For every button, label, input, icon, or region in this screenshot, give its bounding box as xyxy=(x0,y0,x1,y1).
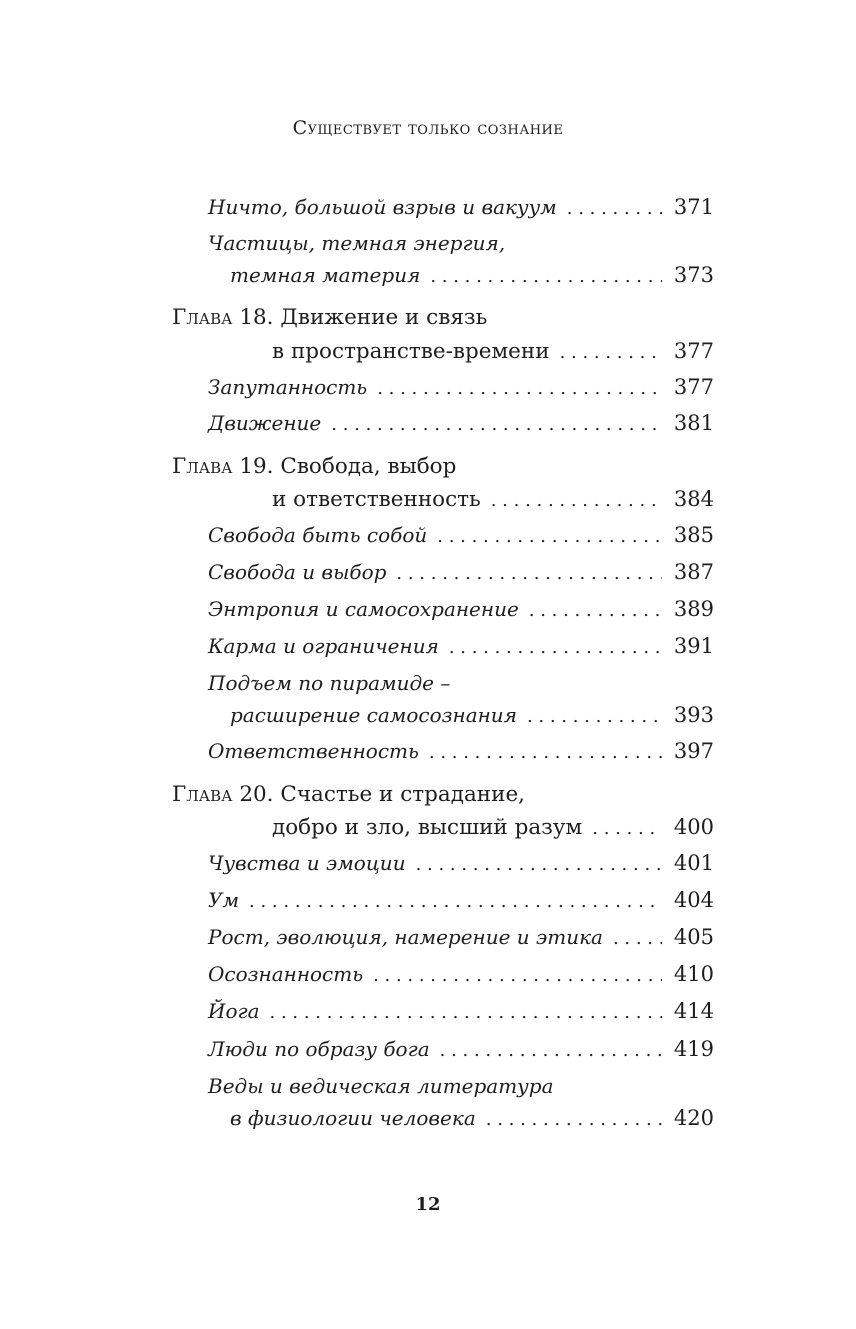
chapter-label: Глава 18. xyxy=(172,305,274,330)
leader-dots xyxy=(270,998,662,1028)
leader-dots xyxy=(491,486,662,516)
toc-page-number: 414 xyxy=(673,999,714,1023)
toc-entry[interactable] xyxy=(208,885,714,917)
toc-page-number: 371 xyxy=(673,195,714,219)
leader-dots xyxy=(486,1105,662,1135)
toc-entry[interactable] xyxy=(208,922,714,954)
leader-dots xyxy=(377,374,662,404)
leader-dots xyxy=(613,924,662,954)
chapter-title: Свобода, выбор xyxy=(280,454,457,479)
leader-dots xyxy=(440,1036,662,1066)
toc-page-number: 400 xyxy=(673,815,714,839)
leader-dots xyxy=(429,738,662,768)
chapter-title-line2: добро и зло, высший разум xyxy=(272,815,583,840)
toc-entry-title: Энтропия и самосохранение xyxy=(208,597,519,621)
toc-entry-title: Частицы, темная энергия, xyxy=(208,231,506,255)
leader-dots xyxy=(592,814,662,844)
leader-dots xyxy=(331,410,662,440)
toc-entry[interactable] xyxy=(208,959,714,991)
chapter-title-line2: и ответственность xyxy=(272,487,481,512)
toc-entry-title-line2: в физиологии человека xyxy=(230,1106,476,1130)
toc-entry-title-line1 xyxy=(208,228,505,258)
toc-page-number: 385 xyxy=(673,523,714,547)
toc-page-number: 404 xyxy=(673,888,714,912)
toc-page-number: 401 xyxy=(673,851,714,875)
chapter-heading xyxy=(172,303,487,333)
leader-dots xyxy=(396,559,662,589)
leader-dots xyxy=(560,338,662,368)
leader-dots xyxy=(437,522,662,552)
toc-entry-title: Веды и ведическая литература xyxy=(208,1074,554,1098)
toc-entry-title-line1 xyxy=(208,668,450,698)
toc-entry-title: Йога xyxy=(208,999,260,1023)
toc-entry[interactable] xyxy=(230,260,714,292)
toc-page-number: 393 xyxy=(673,703,714,727)
toc-entry-title: Рост, эволюция, намерение и этика xyxy=(208,925,603,949)
chapter-label: Глава 20. xyxy=(172,782,274,807)
leader-dots xyxy=(567,194,662,224)
toc-entry[interactable] xyxy=(230,1103,714,1135)
toc-entry[interactable] xyxy=(208,520,714,552)
toc-entry[interactable] xyxy=(208,1034,714,1066)
toc-page-number: 410 xyxy=(673,962,714,986)
toc-page-number: 381 xyxy=(673,411,714,435)
toc-entry[interactable] xyxy=(208,848,714,880)
chapter-title: Счастье и страдание, xyxy=(280,782,526,807)
toc-page-number: 389 xyxy=(673,597,714,621)
toc-entry[interactable] xyxy=(208,736,714,768)
toc-entry-title: Свобода и выбор xyxy=(208,560,387,584)
toc-entry[interactable] xyxy=(230,700,714,732)
toc-entry-title: Свобода быть собой xyxy=(208,523,428,547)
toc-entry-title: Движение xyxy=(208,411,322,435)
leader-dots xyxy=(449,633,662,663)
toc-page-number: 397 xyxy=(673,739,714,763)
toc-page-number: 419 xyxy=(673,1037,714,1061)
toc-entry[interactable] xyxy=(208,192,714,224)
toc-entry-title: Осознанность xyxy=(208,962,364,986)
leader-dots xyxy=(430,262,662,292)
toc-entry[interactable] xyxy=(208,631,714,663)
chapter-title-line2: в пространстве-времени xyxy=(272,339,550,364)
toc-entry[interactable] xyxy=(208,557,714,589)
chapter-title: Движение и связь xyxy=(280,305,488,330)
toc-page-number: 405 xyxy=(673,925,714,949)
toc-page-number: 391 xyxy=(673,634,714,658)
toc-entry[interactable] xyxy=(208,996,714,1028)
toc-page-number: 377 xyxy=(673,339,714,363)
toc-entry-title: Чувства и эмоции xyxy=(208,851,406,875)
toc-entry-title-line2: расширение самосознания xyxy=(230,703,517,727)
leader-dots xyxy=(373,961,662,991)
toc-entry-title: Запутанность xyxy=(208,375,368,399)
leader-dots xyxy=(529,596,662,626)
toc-entry-title: Ничто, большой взрыв и вакуум xyxy=(208,195,557,219)
leader-dots xyxy=(249,887,662,917)
toc-page-number: 373 xyxy=(673,263,714,287)
chapter-heading xyxy=(172,780,525,810)
chapter-heading xyxy=(172,452,456,482)
toc-entry[interactable] xyxy=(272,484,714,516)
toc-entry-title: Ум xyxy=(208,888,240,912)
toc-entry[interactable] xyxy=(208,372,714,404)
toc-entry[interactable] xyxy=(208,594,714,626)
leader-dots xyxy=(527,702,662,732)
toc-entry[interactable] xyxy=(272,336,714,368)
running-head: Существует только сознание xyxy=(292,117,564,139)
toc-page-number: 384 xyxy=(673,487,714,511)
toc-entry-title: Люди по образу бога xyxy=(208,1037,430,1061)
toc-entry-title-line2: темная материя xyxy=(230,263,421,287)
toc-entry[interactable] xyxy=(208,408,714,440)
toc-entry-title-line1 xyxy=(208,1071,554,1101)
toc-page-number: 420 xyxy=(673,1106,714,1130)
page-number: 12 xyxy=(415,1194,441,1215)
toc-entry-title: Ответственность xyxy=(208,739,419,763)
toc-entry-title: Карма и ограничения xyxy=(208,634,439,658)
toc-page-number: 377 xyxy=(673,375,714,399)
leader-dots xyxy=(416,850,662,880)
toc-page-number: 387 xyxy=(673,560,714,584)
toc-entry[interactable] xyxy=(272,812,714,844)
chapter-label: Глава 19. xyxy=(172,454,274,479)
toc-entry-title: Подъем по пирамиде – xyxy=(208,671,451,695)
